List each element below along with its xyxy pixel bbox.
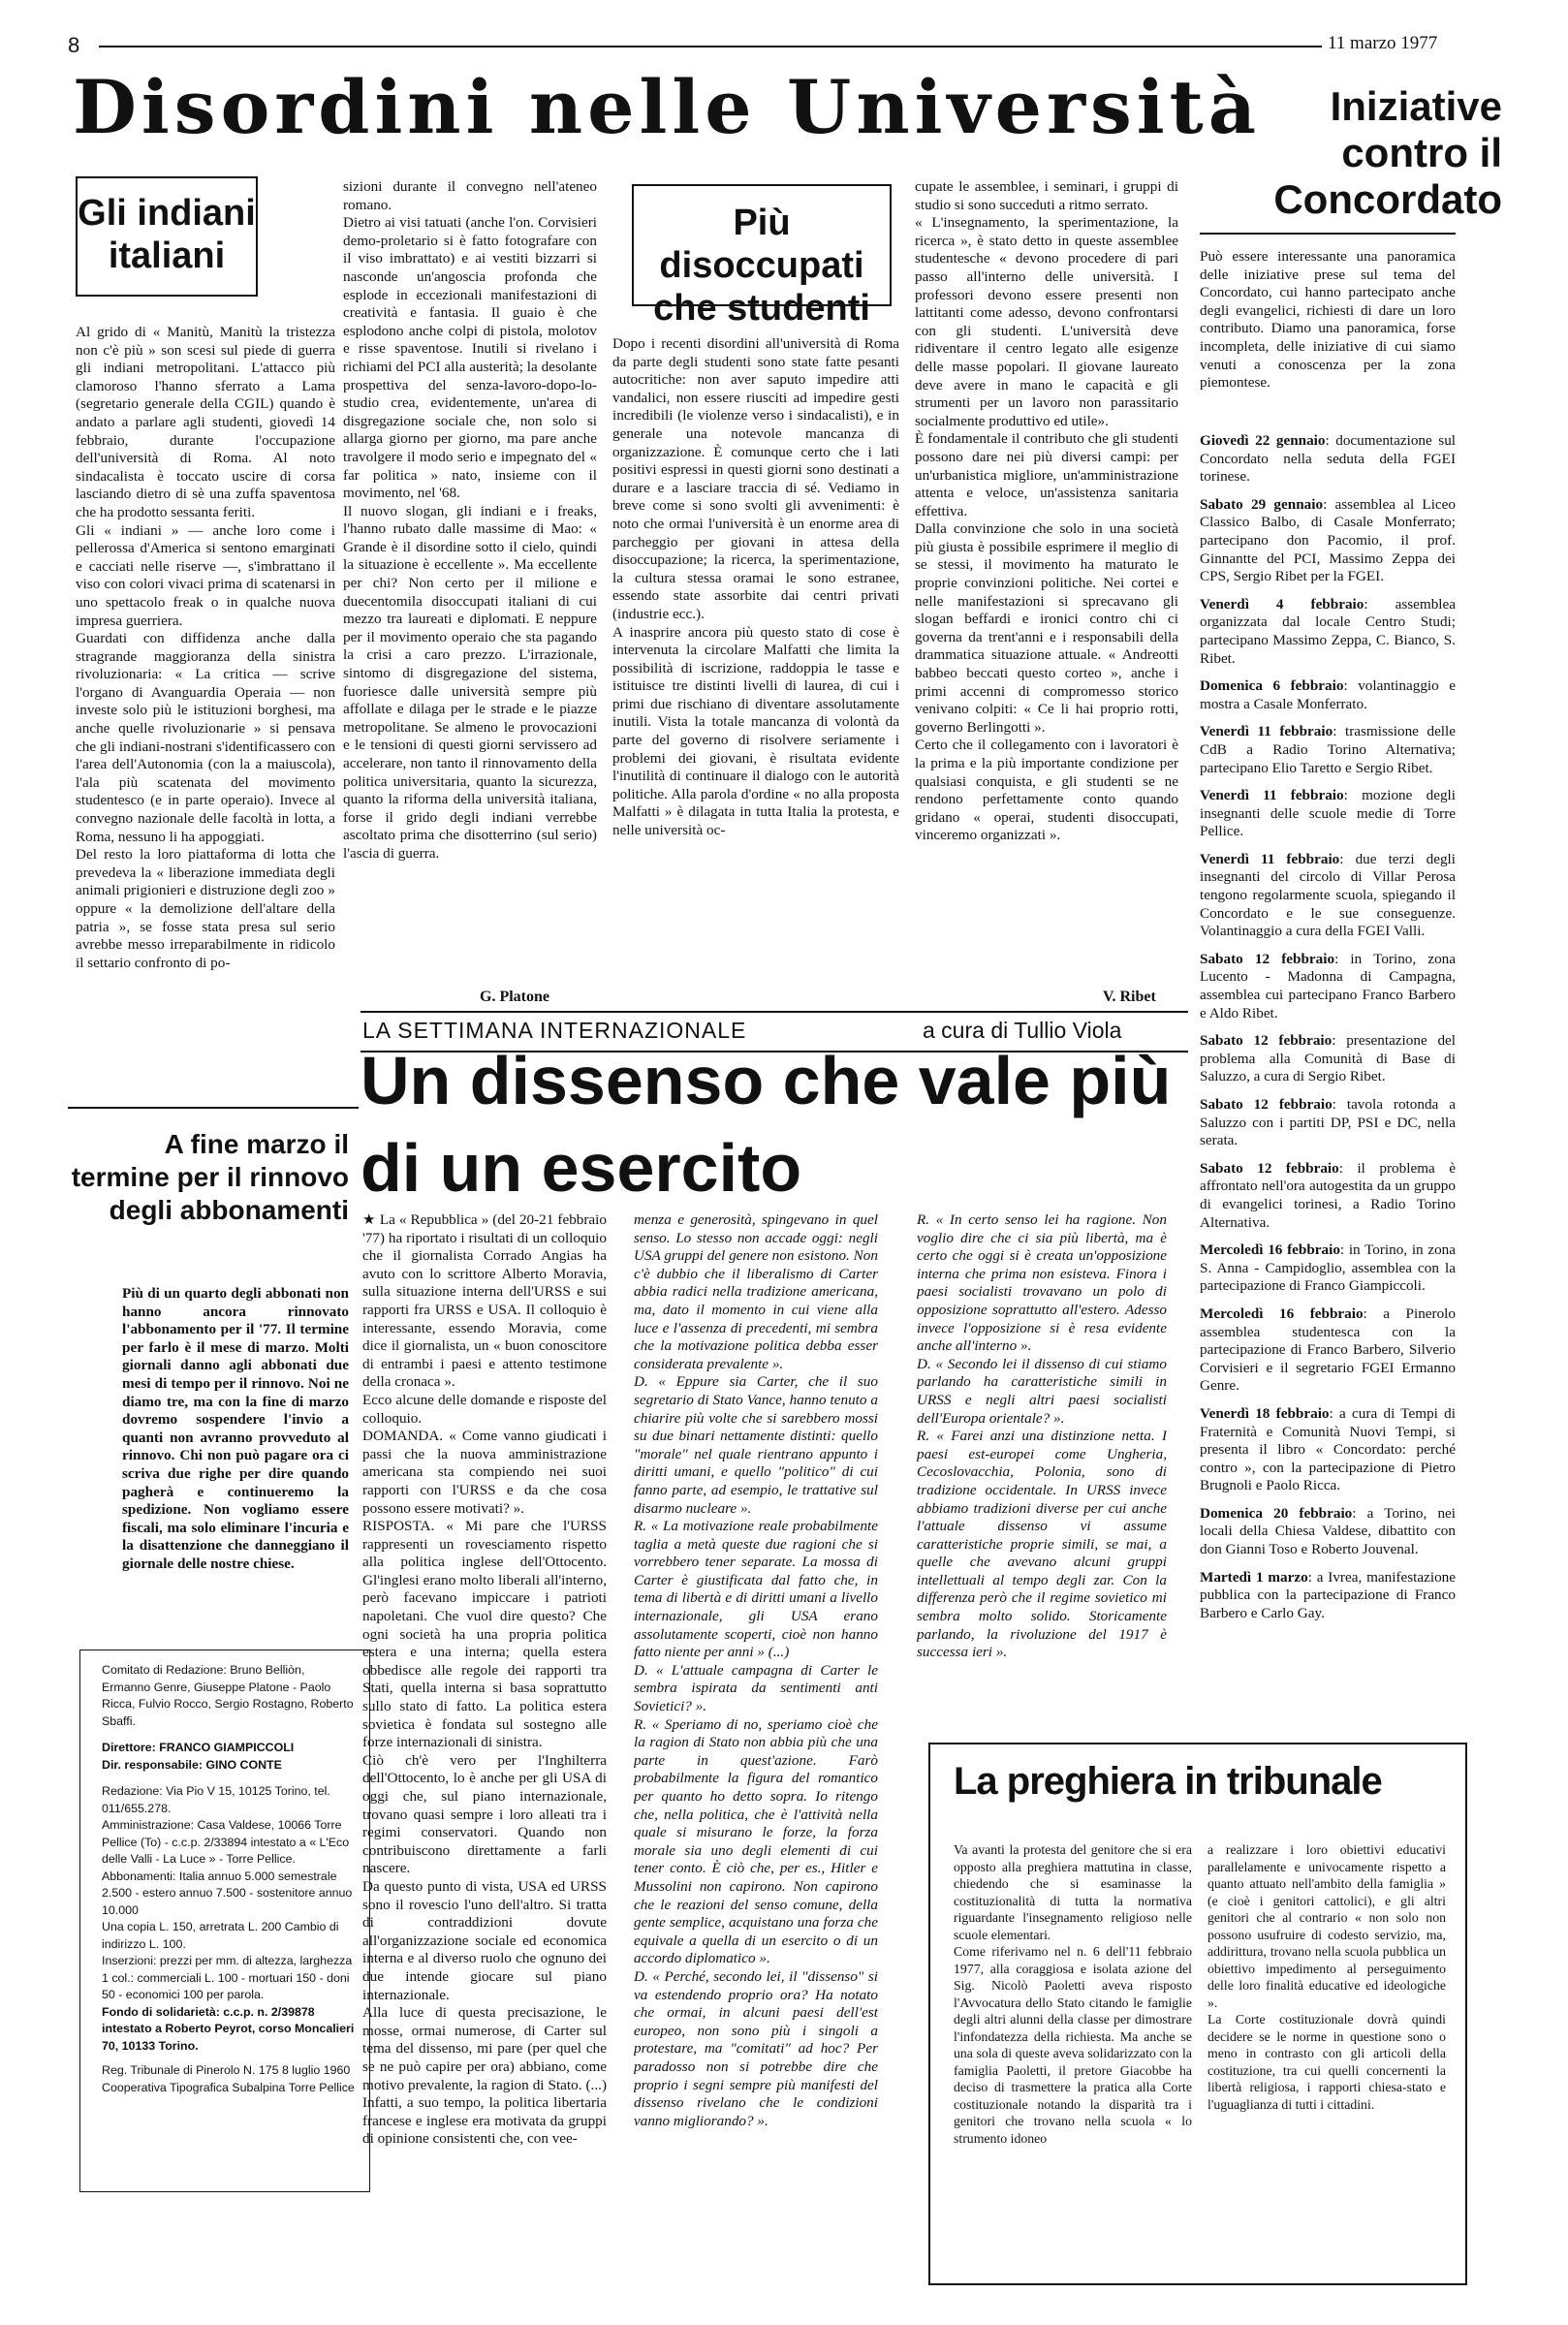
settimana-kicker: LA SETTIMANA INTERNAZIONALE — [362, 1018, 747, 1043]
concordato-item-date: Venerdì 4 febbraio — [1200, 595, 1364, 613]
concordato-item-text: : assemblea organizzata dal locale Centro Studi; partecipano Massimo Zeppa, C. Bianco, S. Ribet. — [1200, 595, 1456, 667]
concordato-list-item — [1200, 496, 1456, 586]
concordato-list-item — [1200, 1160, 1456, 1232]
indiani-heading: Gli indiani italiani — [76, 176, 258, 297]
colophon-fondo: Fondo di solidarietà: c.c.p. n. 2/39878 intestato a Roberto Peyrot, corso Moncalieri 70, 10133 Torino. — [102, 2004, 355, 2053]
colophon-comitato: Comitato di Redazione: Bruno Belliòn, Ermanno Genre, Giuseppe Platone - Paolo Ricca, Fulvio Rocco, Sergio Rostagno, Roberto Sbaffi. — [102, 1663, 354, 1728]
concordato-item-date: Martedì 1 marzo — [1200, 1568, 1308, 1586]
concordato-item-text: : in Torino, zona Lucento - Madonna di Campagna, assemblea cui partecipano Franco Barbero e Aldo Ribet. — [1200, 950, 1456, 1021]
concordato-item-date: Sabato 12 febbraio — [1200, 950, 1335, 967]
concordato-list-item — [1200, 1241, 1456, 1296]
concordato-heading: Iniziative contro il Concordato — [1273, 83, 1502, 222]
preghiera-text-col2: a realizzare i loro obiettivi educativi parallelamente e univocamente rispetto a quanto attuato nell'ambito della famiglia » (e cioè i genitori cattolici), e gli altri genitori che al contrario « non solo non possono usufruire di codesto servizio, ma, addirittura, trovano nella scuola pubblica un obiettivo impedimento al perseguimento delle loro finalità educative ed ideologiche ». La Corte costituzionale dovrà quindi decidere se le norme in questione sono o meno in contrasto con gli articoli della costituzione, tra cui quelli concernenti la libertà religiosa, i rapporti chiesa-stato e l'uguaglianza di tutti i cittadini. — [1207, 1842, 1446, 2112]
colophon-amministrazione: Amministrazione: Casa Valdese, 10066 Torre Pellice (To) - c.c.p. 2/33894 intestato a « L'Eco delle Valli - La Luce » - Torre Pellice. — [102, 1818, 350, 1866]
concordato-item-text: : trasmissione delle CdB a Radio Torino Alternativa; partecipano Elio Taretto e Sergio Ribet. — [1200, 723, 1456, 776]
disoccupati-heading: Più disoccupati che studenti — [632, 184, 892, 306]
concordato-item-text: : volantinaggio e mostra a Casale Monferrato. — [1200, 677, 1456, 712]
colophon-abbonamenti: Abbonamenti: Italia annuo 5.000 semestrale 2.500 - estero annuo 7.500 - sostenitore annuo 10.000 — [102, 1869, 353, 1917]
settimana-byline: a cura di Tullio Viola — [923, 1018, 1122, 1043]
settimana-text-col1: ★ La « Repubblica » (del 20-21 febbraio '77) ha riportato i risultati di un colloquio che il giornalista Corrado Angias ha avuto con lo scrittore Alberto Moravia, sulla situazione interna dell'URSS e sui rapporti fra URSS e USA. Il colloquio è interessante, essendo Moravia, come dice il giornalista, un « buon conoscitore di entrambi i paesi e attento testimone della cronaca ». Ecco alcune delle domande e risposte del colloquio. DOMANDA. « Come vanno giudicati i passi che la nuova amministrazione americana sta compiendo nei suoi rapporti con l'URSS e da che cosa possono essere motivati? ». RISPOSTA. « Mi pare che l'URSS rappresenti un rovesciamento rispetto alla politica inglese dell'Ottocento. Gl'inglesi erano molto liberali all'interno, però facevano impiccare i patrioti napoletani. Che vuol dire questo? Che ogni società ha una propria politica estera e una interna; quella estera obbedisce alle regole dei rapporti tra Stati, quella interna si basa soprattutto sullo stato di fatto. La politica estera sovietica è fondata sul sostegno alle forze internazionali di sinistra. Ciò ch'è vero per l'Inghilterra dell'Ottocento, lo è anche per gli USA di oggi che, sul piano internazionale, trovano quasi sempre i loro alleati tra i regimi conservatori. Quando non contribuiscono direttamente a farli nascere. Da questo punto di vista, USA ed URSS sono il rovescio l'uno dell'altro. Si tratta di contraddizioni dovute all'organizzazione sociale ed economica interna e al diverso ruolo che ognuno dei due intende giocare sul piano internazionale. Alla luce di questa precisazione, le mosse, ormai numerose, di Carter sul tema del dissenso, mi pare (per quel che se ne può capire per ora) abbiano, come motivo prevalente, la ragion di Stato. (...) Infatti, a suo tempo, la politica libertaria francese e inglese era motivata da gruppi di opinione consistenti che, con vee- — [362, 1211, 607, 2148]
settimana-text-col3: R. « In certo senso lei ha ragione. Non voglio dire che ci sia più libertà, ma è certo che oggi si è creata un'opposizione interna che prima non esisteva. Finora i paesi socialisti trovavano un polo di opposizione soprattutto all'estero. Adesso invece l'opposizione si è resa evidente anche all'interno ». D. « Secondo lei il dissenso di cui stiamo parlando ha caratteristiche simili in URSS e negli altri paesi socialisti dell'Europa orientale? ». R. « Farei anzi una distinzione netta. I paesi est-europei come Ungheria, Cecoslovacchia, Polonia, sono di tradizione occidentale. In URSS invece abbiamo tradizioni diverse per cui anche l'attuale dissenso vi assume caratteristiche proprie simili, se mai, a quelle che avevano alcuni gruppi intellettuali al tempo degli zar. Con la differenza però che il regime sovietico mi sembra molto solido. Storicamente parlando, la rivoluzione del 1917 è successa ieri ». — [917, 1211, 1167, 1661]
concordato-list-item — [1200, 851, 1456, 941]
concordato-item-text: : due terzi degli insegnanti del circolo di Villar Perosa tengono regolarmente scuola, spiegando il Concordato e le sue conseguenze. Volantinaggio a cura della FGEI Valli. — [1200, 850, 1456, 940]
concordato-item-text: : mozione degli insegnanti delle scuole medie di Torre Pellice. — [1200, 787, 1456, 840]
concordato-item-text: : documentazione sul Concordato nella seduta della FGEI torinese. — [1200, 432, 1456, 486]
concordato-item-text: : il problema è affrontato nell'ora autogestita da un gruppo di evangelici torinesi, a Radio Torino Alternativa. — [1200, 1159, 1456, 1231]
concordato-item-date: Sabato 12 febbraio — [1200, 1032, 1333, 1050]
disoccupati-author: V. Ribet — [1103, 989, 1156, 1005]
concordato-item-text: : a Ivrea, manifestazione pubblica con la partecipazione di Franco Barbero e Carlo Gay. — [1200, 1568, 1456, 1621]
page-number: 8 — [68, 33, 80, 57]
colophon-tipografia: Cooperativa Tipografica Subalpina Torre Pellice — [102, 2080, 355, 2094]
settimana-headline: Un dissenso che vale più di un esercito — [361, 1043, 1172, 1206]
colophon-inserzioni: Inserzioni: prezzi per mm. di altezza, larghezza 1 col.: commerciali L. 100 - mortuari 150 - doni 50 - economici 100 per parola. — [102, 1954, 353, 2001]
colophon-redazione: Redazione: Via Pio V 15, 10125 Torino, tel. 011/655.278. — [102, 1784, 330, 1815]
concordato-list-item — [1200, 596, 1456, 668]
concordato-item-text: : a Torino, nei locali della Chiesa Valdese, dibattito con don Gianni Toso e Roberto Jouvenal. — [1200, 1504, 1456, 1558]
colophon-registro: Reg. Tribunale di Pinerolo N. 175 8 luglio 1960 — [102, 2063, 351, 2077]
concordato-intro: Può essere interessante una panoramica delle iniziative prese sul tema del Concordato, cui hanno partecipato anche degli evangelici, richiesti di dare un loro contributo. Diamo una panoramica, forse incompleta, delle iniziative di cui siamo venuti a conoscenza per la zona piemontese. — [1200, 248, 1456, 392]
preghiera-heading: La preghiera in tribunale — [954, 1760, 1382, 1803]
concordato-item-date: Mercoledì 16 febbraio — [1200, 1304, 1364, 1322]
indiani-text-col1: Al grido di « Manitù, Manitù la tristezza non c'è più » son scesi sul piede di guerra gli indiani metropolitani. L'attacco più clamoroso l'hanno sferrato a Lama (segretario generale della CGIL) quando è andato a parlare agli studenti, giovedì 14 febbraio, durante l'occupazione dell'università di Roma. Al noto sindacalista è toccato uscire di corsa lasciando dietro di sè una zuffa spaventosa che ha prodotto sessanta feriti. Gli « indiani » — anche loro come i pellerossa d'America si sentono emarginati e cacciati nelle riserve —, s'imbrattano il viso con colori vivaci prima di scatenarsi in uno spettacolo freak o in qualche nuova impresa guerriera. Guardati con diffidenza anche dalla stragrande maggioranza della sinistra rivoluzionaria: « La critica — scrive l'organo di Avanguardia Operaia — non investe solo più le istituzioni borghesi, ma anche quelle rivoluzionarie » si pensava che gli indiani-nostrani s'identificassero con l'area dell'Autonomia (con la a maiuscola), l'ala più scatenata del movimento studentesco (e in parte operaio). Invece al convegno nazionale delle facoltà in lotta, a Roma, nessuno li ha appoggiati. Del resto la loro piattaforma di lotta che prevedeva la « liberazione immediata degli animali prigionieri e distruzione degli zoo » oppure « la demolizione dell'altare della patria », se fosse stata presa sul serio avrebbe messo irreparabilmente in ridicolo il settario confronto di po- — [76, 324, 335, 971]
concordato-item-date: Sabato 12 febbraio — [1200, 1096, 1333, 1113]
concordato-item-date: Domenica 20 febbraio — [1200, 1504, 1353, 1522]
colophon-responsabile: Dir. responsabile: GINO CONTE — [102, 1757, 282, 1772]
concordato-item-text: : tavola rotonda a Saluzzo con i partiti DP, PSI e DC, nella serata. — [1200, 1096, 1456, 1149]
preghiera-text-col1: Va avanti la protesta del genitore che si era opposto alla preghiera mattutina in classe, chiedendo che si esaminasse la costituzionalità di tutta la normativa riguardante l'insegnamento religioso nelle scuole elementari. Come riferivamo nel n. 6 dell'11 febbraio 1977, alla coraggiosa e isolata azione del Sig. Nicolò Paoletti aveva risposto l'Avvocatura dello Stato citando le famiglie degli altri alunni della classe per dimostrare l'infondatezza della richiesta. Ma anche se una sola di queste aveva solidarizzato con la famiglia Paoletti, il pretore Giacobbe ha deciso di trasmettere la pratica alla Corte costituzionale notando la disparità tra i genitori che trovano nella scuola « lo strumento idoneo — [954, 1842, 1192, 2146]
colophon-box — [79, 1649, 370, 2192]
concordato-list-item — [1200, 1405, 1456, 1495]
concordato-item-text: : in Torino, in zona S. Anna - Campidoglio, assemblea con la partecipazione di Franco Giampiccoli. — [1200, 1241, 1456, 1295]
concordato-item-date: Venerdì 18 febbraio — [1200, 1404, 1330, 1422]
main-headline: Disordini nelle Università — [73, 64, 1262, 150]
settimana-top-rule — [361, 1011, 1188, 1013]
concordato-list-item — [1200, 723, 1456, 777]
concordato-list-item — [1200, 1096, 1456, 1150]
concordato-item-text: : a Pinerolo assemblea studentesca con la partecipazione di Franco Barbero, Silverio Corvisieri e il segretario FGEI Ermanno Genre. — [1200, 1304, 1456, 1395]
concordato-item-date: Sabato 29 gennaio — [1200, 495, 1324, 513]
concordato-list — [1200, 432, 1456, 1663]
concordato-item-text: : assemblea al Liceo Classico Balbo, di Casale Monferrato; partecipano don Pacomio, il prof. Ginnantte del PCI, Massimo Zeppa dei CPS, Sergio Ribet per la FGEI. — [1200, 495, 1456, 585]
concordato-list-item — [1200, 1032, 1456, 1086]
abbonamenti-text: Più di un quarto degli abbonati non hanno ancora rinnovato l'abbonamento per il '77. Il termine per farlo è il mese di marzo. Molti giornali danno agli abbonati due mesi di tempo per il rinnovo. Noi ne diamo tre, ma con la fine di marzo dovremo sospendere l'invio a quanti non avranno provveduto al rinnovo. Chi non può pagare ora ci scriva due righe per dire quando pagherà e continueremo la spedizione. Non vogliamo essere fiscali, ma solo eliminare l'incuria e la disattenzione che danneggiano il giornale delle nostre chiese. — [122, 1285, 349, 1572]
concordato-list-item — [1200, 677, 1456, 713]
concordato-list-item — [1200, 787, 1456, 841]
issue-date: 11 marzo 1977 — [1328, 33, 1438, 53]
disoccupati-text-col2: cupate le assemblee, i seminari, i gruppi di studio si sono succeduti a ritmo serrato. « L'insegnamento, la sperimentazione, la ricerca », è stato detto in queste assemblee studentesche « devono procedere di pari passo all'interno delle università. I professori devono essere presenti non lattitanti come adesso, devono confrontarsi con gli studenti. L'università deve ridiventare il centro legato alle esigenze delle masse popolari. Il giovane laureato deve avere in mano le capacità e gli strumenti per un lavoro non parassitario socialmente produttivo ed utile». È fondamentale il contributo che gli studenti possono dare nei più diversi campi: per un'urbanistica migliore, un'amministrazione attenta e veloce, un'assistenza sanitaria effettiva. Dalla convinzione che solo in una società più giusta è possibile esprimere il meglio di se stessi, il movimento ha maturato le proprie convinzioni politiche. Nei cortei e nelle manifestazioni si sprecavano gli slogan beffardi e ironici contro chi ci governa da trent'anni e i responsabili della drammatica situazione attuale. « Andreotti babbeo beccati questo corteo », anche i primi accenni di compromesso storico venivano colpiti: « Ce li hai proprio rotti, governo Berlingotti ». Certo che il collegamento con i lavoratori è la prima e la più importante condizione per qualsiasi conquista, e gli studenti se ne rendono perfettamente conto quando gridano « operai, studenti disoccupati, vinceremo organizzati ». — [915, 178, 1178, 844]
concordato-item-text: : a cura di Tempi di Fraternità e Comunità Nuovi Tempi, si presenta il libro « Concordato: perché contro », con la partecipazione di Pietro Brugnoli e Paolo Ricca. — [1200, 1404, 1456, 1494]
abbonamenti-top-rule — [68, 1107, 359, 1109]
concordato-list-item — [1200, 1305, 1456, 1396]
header-rule — [99, 46, 1322, 47]
indiani-text-col2: sizioni durante il convegno nell'ateneo romano. Dietro ai visi tatuati (anche l'on. Corvisieri demo-proletario si è fatto fotografare con il viso imbrattato) e ai vestiti bizzarri si nasconde un'angoscia profonda che esplode in eccezionali manifestazioni di creatività e fantasia. Il guaio è che esplodono anche colpi di pistola, molotov e risse spaventose. Inutili si rivelano i richiami del PCI alla austerità; la desolante prospettiva del senza-lavoro-dopo-lo-studio crea, evidentemente, un'area di disgregazione sociale che, non solo si allarga giorno per giorno, ma pare anche travolgere il modo serio e impegnato del « far politica » nato, insieme con il movimento, nel '68. Il nuovo slogan, gli indiani e i freaks, l'hanno rubato dalle massime di Mao: « Grande è il disordine sotto il cielo, quindi la situazione è eccellente ». Ma eccellente per chi? Non certo per il milione e duecentomila disoccupati italiani di cui mezzo tra laureati e diplomati. E neppure per il movimento operaio che sta pagando la crisi a caro prezzo. L'irrazionale, sintomo di disgregazione del sistema, fuoriesce dalle università sempre più affollate e dilaga per le strade e le piazze metropolitane. Se almeno le provocazioni e le tensioni di questi giorni servissero ad accelerare, non tanto il rinnovamento della politica universitaria, quanto la sicurezza, quanto la riforma della università italiana, forse il grido degli indiani verrebbe ascoltato prima che disotterrino (sul serio) l'ascia di guerra. — [343, 178, 597, 862]
concordato-item-date: Venerdì 11 febbraio — [1200, 787, 1344, 804]
concordato-list-item — [1200, 1505, 1456, 1559]
concordato-item-date: Venerdì 11 febbraio — [1200, 850, 1340, 867]
disoccupati-text-col1: Dopo i recenti disordini all'università di Roma da parte degli studenti sono state fatte pesanti autocritiche: non aver saputo impedire atti vandalici, non essere riusciti ad impedire gesti incredibili (le violenze verso i sindacalisti), e in generale una notevole mancanza di organizzazione. È comunque certo che i lati positivi espressi in questi giorni sono destinati a durare e a lasciare traccia di sé. Vediamo in breve come si sono svolti gli avvenimenti: è noto che ormai l'università è un enorme area di parcheggio per giovani in attesa della disoccupazione; la ricerca, la sperimentazione, la cultura stessa oramai le sono estranee, essendo state assorbite dai centri privati (industrie ecc.). A inasprire ancora più questo stato di cose è intervenuta la circolare Malfatti che limita la possibilità di iscrizione, raddoppia le tasse e istituisce tre distinti livelli di laurea, di cui i primi due rischiano di diventare assolutamente inutili. Vista la totale mancanza di volontà da parte del governo di risolvere seriamente i problemi dei giovani, è risultata evidente l'inutilità di continuare il dialogo con le autorità politiche. Alla parola d'ordine « no alla proposta Malfatti » è dilagata in tutta Italia la protesta, e nelle università oc- — [612, 335, 899, 839]
concordato-item-date: Venerdì 11 febbraio — [1200, 723, 1333, 740]
concordato-heading-rule — [1200, 233, 1456, 235]
settimana-text-col2: menza e generosità, spingevano in quel senso. Lo stesso non accade oggi: negli USA gruppi del genere non esistono. Non c'è dubbio che il liberalismo di Carter abbia radici nella tradizione americana, ma, dato il momento in cui viene alla luce e l'assenza di precedenti, mi sembra che la motivazione politica debba esser considerata prevalente ». D. « Eppure sia Carter, che il suo segretario di Stato Vance, hanno tenuto a chiarire più volte che si sarebbero mossi su due binari nettamente distinti: quello "morale" nel quale rientrano appunto i diritti umani, e quello "politico" di cui fanno parte, ad esempio, le trattative sul disarmo nucleare ». R. « La motivazione reale probabilmente taglia a metà queste due ragioni che si vorrebbero tener separate. La mossa di Carter è giustificata dal fatto che, in tema di libertà e di diritti umani a livello internazionale, gli USA erano assolutamente scoperti, cioè non hanno fatto niente per anni » (...) D. « L'attuale campagna di Carter le sembra ispirata da sentimenti anti Sovietici? ». R. « Speriamo di no, speriamo cioè che la ragion di Stato non abbia più che una parte in quest'azione. Farò probabilmente la figura del romantico per quanto ho detto sopra. Io ritengo che, nella politica, che è l'attività nella quale si misurano le forze, la forza morale sia uno degli elementi di cui tener conto. È ciò che, per es., Hitler e Mussolini non capirono. Non capirono che le reazioni del senso comune, della gente semplice, acquistano una forza che equivale a quella di un esercito o di un accordo diplomatico ». D. « Perché, secondo lei, il "dissenso" si va estendendo proprio ora? Ha notato che ormai, in alcuni paesi dell'est europeo, non sono più i singoli a protestare, ma "comitati" ad hoc? Per paradosso non si potrebbe dire che proprio i segni sempre più manifesti del dissenso rivelano che le condizioni vanno migliorando? ». — [634, 1211, 878, 2129]
abbonamenti-heading: A fine marzo il termine per il rinnovo degli abbonamenti — [71, 1129, 349, 1225]
concordato-list-item — [1200, 951, 1456, 1022]
concordato-list-item — [1200, 432, 1456, 487]
indiani-author: G. Platone — [480, 989, 549, 1005]
concordato-item-date: Sabato 12 febbraio — [1200, 1159, 1339, 1177]
concordato-item-date: Domenica 6 febbraio — [1200, 677, 1344, 695]
concordato-item-date: Giovedì 22 gennaio — [1200, 432, 1326, 449]
colophon-direttore: Direttore: FRANCO GIAMPICCOLI — [102, 1741, 295, 1754]
colophon-copia: Una copia L. 150, arretrata L. 200 Cambio di indirizzo L. 100. — [102, 1920, 339, 1951]
concordato-list-item — [1200, 1569, 1456, 1623]
concordato-item-text: : presentazione del problema alla Comunità di Base di Saluzzo, a cura di Sergio Ribet. — [1200, 1032, 1456, 1085]
concordato-item-date: Mercoledì 16 febbraio — [1200, 1241, 1340, 1259]
